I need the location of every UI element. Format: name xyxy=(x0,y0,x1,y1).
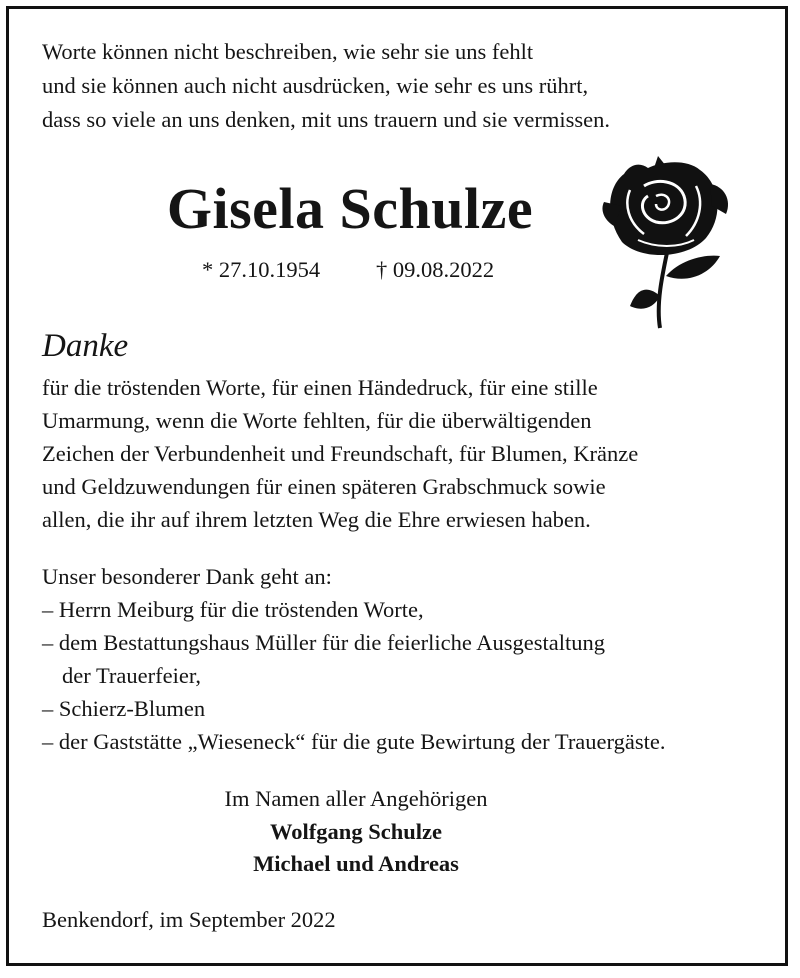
special-thanks-item-4: – der Gaststätte „Wieseneck“ für die gute Bewirtung der Trauergäste. xyxy=(42,729,666,754)
place-date: Benkendorf, im September 2022 xyxy=(42,907,336,932)
death-date: † 09.08.2022 xyxy=(376,257,495,282)
intro-line-3: dass so viele an uns denken, mit uns trauern und sie vermissen. xyxy=(42,107,611,132)
intro-line-1: Worte können nicht beschreiben, wie sehr sie uns fehlt xyxy=(42,39,534,64)
signature-intro: Im Namen aller Angehörigen xyxy=(224,786,488,811)
intro-line-2: und sie können auch nicht ausdrücken, wie sehr es uns rührt, xyxy=(42,73,589,98)
thanks-line-5: allen, die ihr auf ihrem letzten Weg die Ehre erwiesen haben. xyxy=(42,507,591,532)
signature-name-2: Michael und Andreas xyxy=(253,851,459,876)
thanks-heading: Danke xyxy=(42,328,129,364)
thanks-line-1: für die tröstenden Worte, für einen Händedruck, für eine stille xyxy=(42,375,598,400)
special-thanks-item-3: – Schierz-Blumen xyxy=(42,696,206,721)
birth-date: * 27.10.1954 xyxy=(202,257,321,282)
special-thanks-item-2-cont: der Trauerfeier, xyxy=(62,663,202,688)
deceased-name: Gisela Schulze xyxy=(166,176,534,241)
special-thanks-item-1: – Herrn Meiburg für die tröstenden Worte, xyxy=(42,597,424,622)
thanks-line-3: Zeichen der Verbundenheit und Freundschaft, für Blumen, Kränze xyxy=(42,441,639,466)
special-thanks-intro: Unser besonderer Dank geht an: xyxy=(42,564,332,589)
special-thanks-item-2: – dem Bestattungshaus Müller für die feierliche Ausgestaltung xyxy=(42,630,605,655)
thanks-line-2: Umarmung, wenn die Worte fehlten, für die überwältigenden xyxy=(42,408,592,433)
rose-icon xyxy=(600,156,734,332)
thanks-line-4: und Geldzuwendungen für einen späteren Grabschmuck sowie xyxy=(42,474,606,499)
signature-name-1: Wolfgang Schulze xyxy=(270,819,442,844)
